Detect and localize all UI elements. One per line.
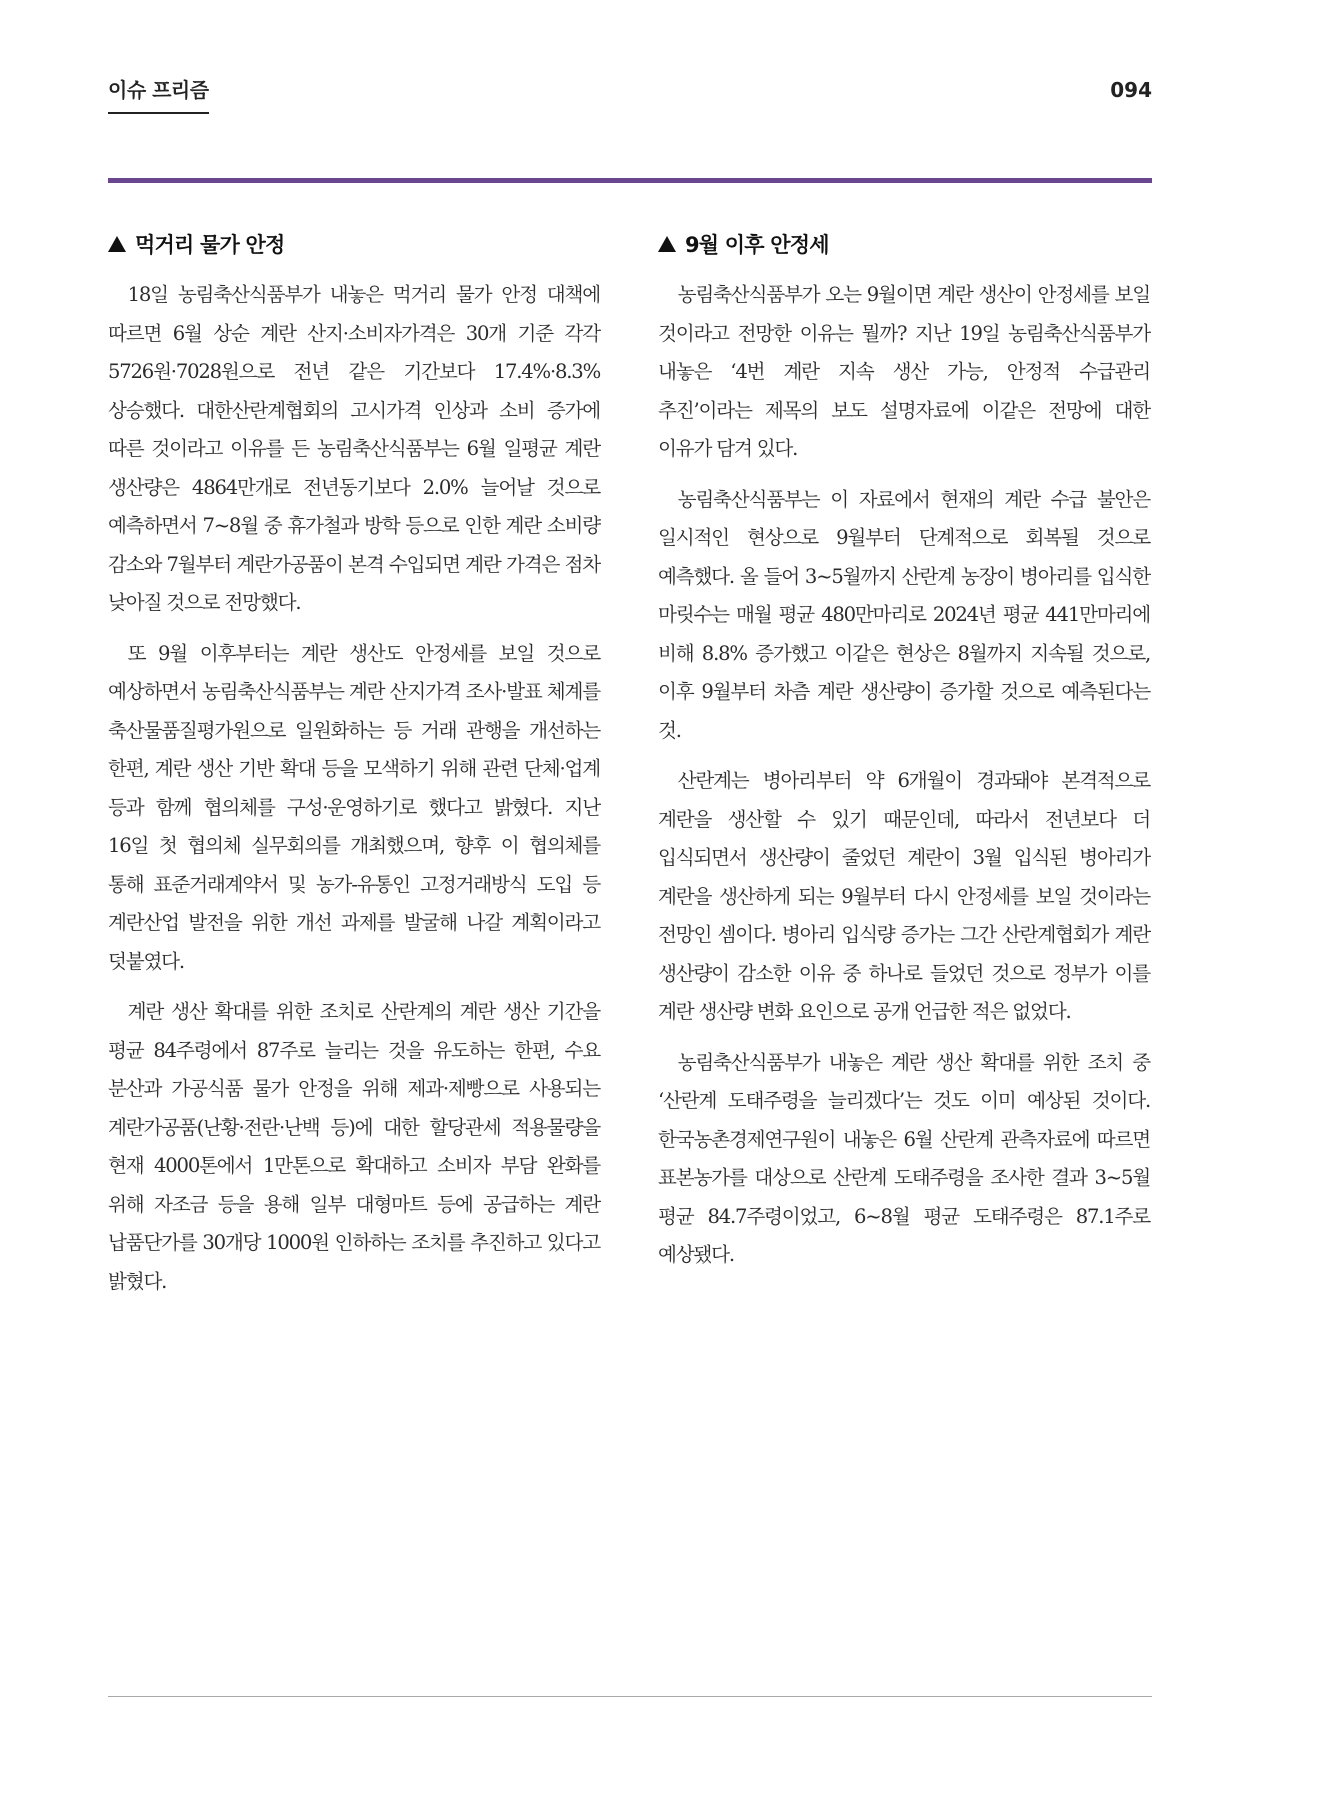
section-label: 이슈 프리즘 (108, 78, 209, 114)
left-paragraph-3: 계란 생산 확대를 위한 조치로 산란계의 계란 생산 기간을 평균 84주령에서 87주로 늘리는 것을 유도하는 한편, 수요 분산과 가공식품 물가 안정을 위해 제과·제빵으로 사용되는 계란가공품(난황·전란·난백 등)에 대한 할당관세 적용물량을 현재 4000톤에서 1만톤으로 확대하고 소비자 부담 완화를 위해 자조금 등을 용해 일부 대형마트 등에 공급하는 계란 납품단가를 30개당 1000원 인하하는 조치를 추진하고 있다고 밝혔다. (108, 1000, 600, 1293)
right-paragraph-2: 농림축산식품부는 이 자료에서 현재의 계란 수급 불안은 일시적인 현상으로 9월부터 단계적으로 회복될 것으로 예측했다. 올 들어 3~5월까지 산란계 농장이 병아리를 입식한 마릿수는 매월 평균 480만마리로 2024년 평균 441만마리에 비해 8.8% 증가했고 이같은 현상은 8월까지 지속될 것으로, 이후 9월부터 차츰 계란 생산량이 증가할 것으로 예측된다는 것. (658, 487, 1150, 742)
footer-divider (108, 1696, 1152, 1697)
right-heading-text: 9월 이후 안정세 (685, 233, 829, 257)
triangle-up-icon (108, 236, 126, 252)
right-paragraph-4: 농림축산식품부가 내놓은 계란 생산 확대를 위한 조치 중 ‘산란계 도태주령을 늘리겠다’는 것도 이미 예상된 것이다. 한국농촌경제연구원이 내놓은 6월 산란계 관측자료에 따르면 표본농가를 대상으로 산란계 도태주령을 조사한 결과 3~5월 평균 84.7주령이었고, 6~8월 평균 도태주령은 87.1주로 예상됐다. (658, 1050, 1150, 1266)
left-section-heading (108, 226, 600, 262)
right-paragraph-3: 산란계는 병아리부터 약 6개월이 경과돼야 본격적으로 계란을 생산할 수 있기 때문인데, 따라서 전년보다 더 입식되면서 생산량이 줄었던 계란이 3월 입식된 병아리가 계란을 생산하게 되는 9월부터 다시 안정세를 보일 것이라는 전망인 셈이다. 병아리 입식량 증가는 그간 산란계협회가 계란 생산량이 감소한 이유 중 하나로 들었던 것으로 정부가 이를 계란 생산량 변화 요인으로 공개 언급한 적은 없었다. (658, 769, 1150, 1023)
left-heading-text: 먹거리 물가 안정 (135, 233, 285, 257)
left-paragraph-1: 18일 농림축산식품부가 내놓은 먹거리 물가 안정 대책에 따르면 6월 상순 계란 산지·소비자가격은 30개 기준 각각 5726원·7028원으로 전년 같은 기간보다 17.4%·8.3% 상승했다. 대한산란계협회의 고시가격 인상과 소비 증가에 따른 것이라고 이유를 든 농림축산식품부는 6월 일평균 계란 생산량은 4864만개로 전년동기보다 2.0% 늘어날 것으로 예측하면서 7~8월 중 휴가철과 방학 등으로 인한 계란 소비량 감소와 7월부터 계란가공품이 본격 수입되면 계란 가격은 점차 낮아질 것으로 전망했다. (108, 283, 600, 614)
accent-divider (108, 178, 1152, 183)
right-paragraph-1: 농림축산식품부가 오는 9월이면 계란 생산이 안정세를 보일 것이라고 전망한 이유는 뭘까? 지난 19일 농림축산식품부가 내놓은 ‘4번 계란 지속 생산 가능, 안정적 수급관리 추진’이라는 제목의 보도 설명자료에 이같은 전망에 대한 이유가 담겨 있다. (658, 283, 1150, 460)
triangle-up-icon (658, 236, 676, 252)
page-number: 094 (1110, 78, 1152, 102)
left-paragraph-2: 또 9월 이후부터는 계란 생산도 안정세를 보일 것으로 예상하면서 농림축산식품부는 계란 산지가격 조사·발표 체계를 축산물품질평가원으로 일원화하는 등 거래 관행을 개선하는 한편, 계란 생산 기반 확대 등을 모색하기 위해 관련 단체·업계 등과 함께 협의체를 구성·운영하기로 했다고 밝혔다. 지난 16일 첫 협의체 실무회의를 개최했으며, 향후 이 협의체를 통해 표준거래계약서 및 농가-유통인 고정거래방식 도입 등 계란산업 발전을 위한 개선 과제를 발굴해 나갈 계획이라고 덧붙였다. (108, 641, 600, 973)
left-column (108, 226, 600, 1313)
right-column (658, 226, 1150, 1287)
page-header (108, 78, 1152, 118)
right-section-heading (658, 226, 1150, 262)
